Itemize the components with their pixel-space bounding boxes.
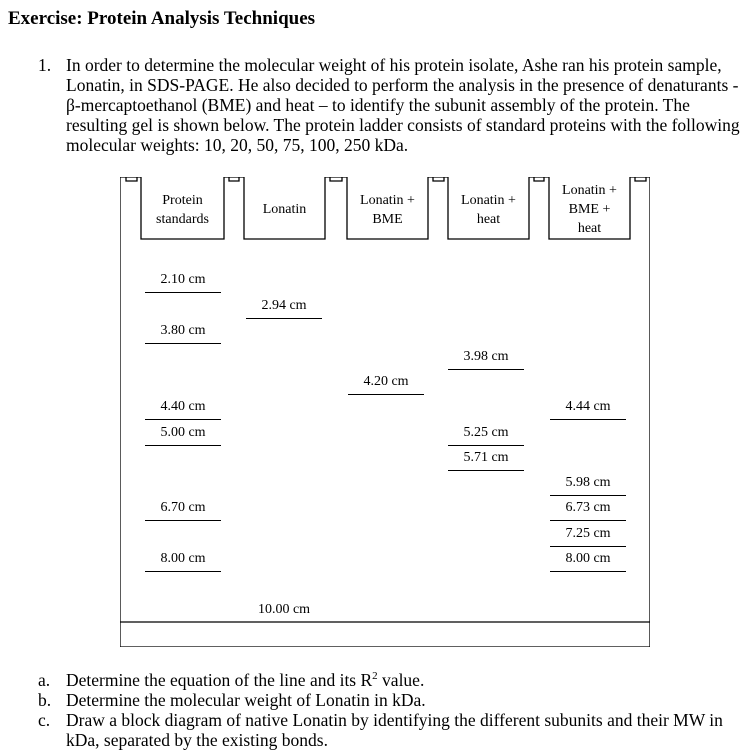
band (448, 348, 524, 370)
subquestion-label: b. (38, 690, 52, 710)
band (550, 499, 626, 521)
lane-label-line: Lonatin (262, 202, 307, 217)
lane-label-line: Protein (162, 193, 203, 208)
lane-label-lonatin (244, 200, 325, 219)
band-line (145, 520, 221, 521)
band-line (550, 495, 626, 496)
band-label: 3.80 cm (160, 323, 206, 338)
subquestion-text (66, 670, 424, 690)
band-label: 6.70 cm (160, 500, 206, 515)
band-label: 7.25 cm (565, 526, 611, 541)
lane-label-line: standards (156, 212, 209, 227)
exercise-title: Exercise: Protein Analysis Techniques (8, 8, 316, 29)
band-label: 5.00 cm (160, 425, 206, 440)
band-label: 4.20 cm (363, 374, 409, 389)
question-text (66, 55, 745, 155)
band-label: 2.10 cm (160, 272, 206, 287)
band-label: 5.25 cm (463, 425, 509, 440)
band (550, 474, 626, 496)
band-label: 4.44 cm (565, 399, 611, 414)
band (550, 525, 626, 547)
band (246, 601, 322, 618)
band-line (448, 445, 524, 446)
lane-label-line: Lonatin + (360, 193, 415, 208)
band-line (448, 369, 524, 370)
band (145, 398, 221, 420)
band-line (550, 419, 626, 420)
band-line (145, 445, 221, 446)
sds-page-gel (120, 177, 650, 647)
question-line: Lonatin, in SDS-PAGE. He also decided to perform the analysis in the presence of denaturants - (66, 75, 739, 95)
band-label: 3.98 cm (463, 349, 509, 364)
lane-label-line: Lonatin + (461, 193, 516, 208)
lane-label-protein-standards (141, 191, 224, 229)
band (145, 271, 221, 293)
band (348, 373, 424, 395)
band-line (246, 318, 322, 319)
band-label: 4.40 cm (160, 399, 206, 414)
band-label: 5.98 cm (565, 475, 611, 490)
subquestion-text: Draw a block diagram of native Lonatin by identifying the different subunits and their MW in (66, 710, 723, 730)
subquestion-label: c. (38, 710, 51, 730)
band-line (145, 292, 221, 293)
subquestion-text: kDa, separated by the existing bonds. (66, 730, 328, 750)
band-label: 8.00 cm (160, 551, 206, 566)
question-line: resulting gel is shown below. The protein ladder consists of standard proteins with the following (66, 115, 740, 135)
question-line: In order to determine the molecular weight of his protein isolate, Ashe ran his protein sample, (66, 55, 722, 75)
superscript: 2 (372, 670, 378, 683)
band (448, 449, 524, 471)
band-line (348, 394, 424, 395)
question-line: molecular weights: 10, 20, 50, 75, 100, 250 kDa. (66, 135, 409, 155)
question-number: 1. (38, 55, 52, 75)
band-line (550, 571, 626, 572)
band-line (145, 419, 221, 420)
band (448, 424, 524, 446)
lane-label-lonatin-bme (347, 191, 428, 229)
lane-label-line: heat (577, 221, 602, 236)
band-line (550, 546, 626, 547)
band-label: 5.71 cm (463, 450, 509, 465)
subquestion-text-tail: value. (377, 670, 425, 690)
band (145, 550, 221, 572)
lane-label-lonatin-heat (448, 191, 529, 229)
band-line (145, 571, 221, 572)
band (550, 398, 626, 420)
lane-label-line: heat (476, 212, 501, 227)
subquestion-label: a. (38, 670, 51, 690)
band (246, 297, 322, 319)
band-label: 10.00 cm (257, 602, 311, 617)
band-line (145, 343, 221, 344)
subquestion-text-main: Determine the equation of the line and its R (66, 670, 373, 690)
lane-label-line: BME + (568, 202, 611, 217)
band-line (448, 470, 524, 471)
band-label: 6.73 cm (565, 500, 611, 515)
lane-label-line: BME (372, 212, 403, 227)
band (550, 550, 626, 572)
band (145, 322, 221, 344)
subquestion-text: Determine the molecular weight of Lonatin in kDa. (66, 690, 426, 710)
question-line: β-mercaptoethanol (BME) and heat – to identify the subunit assembly of the protein. The (66, 95, 690, 115)
band (145, 424, 221, 446)
lane-label-line: Lonatin + (562, 183, 617, 198)
lane-label-lonatin-bme-heat (549, 181, 630, 238)
band-line (550, 520, 626, 521)
band (145, 499, 221, 521)
band-label: 2.94 cm (261, 298, 307, 313)
band-label: 8.00 cm (565, 551, 611, 566)
